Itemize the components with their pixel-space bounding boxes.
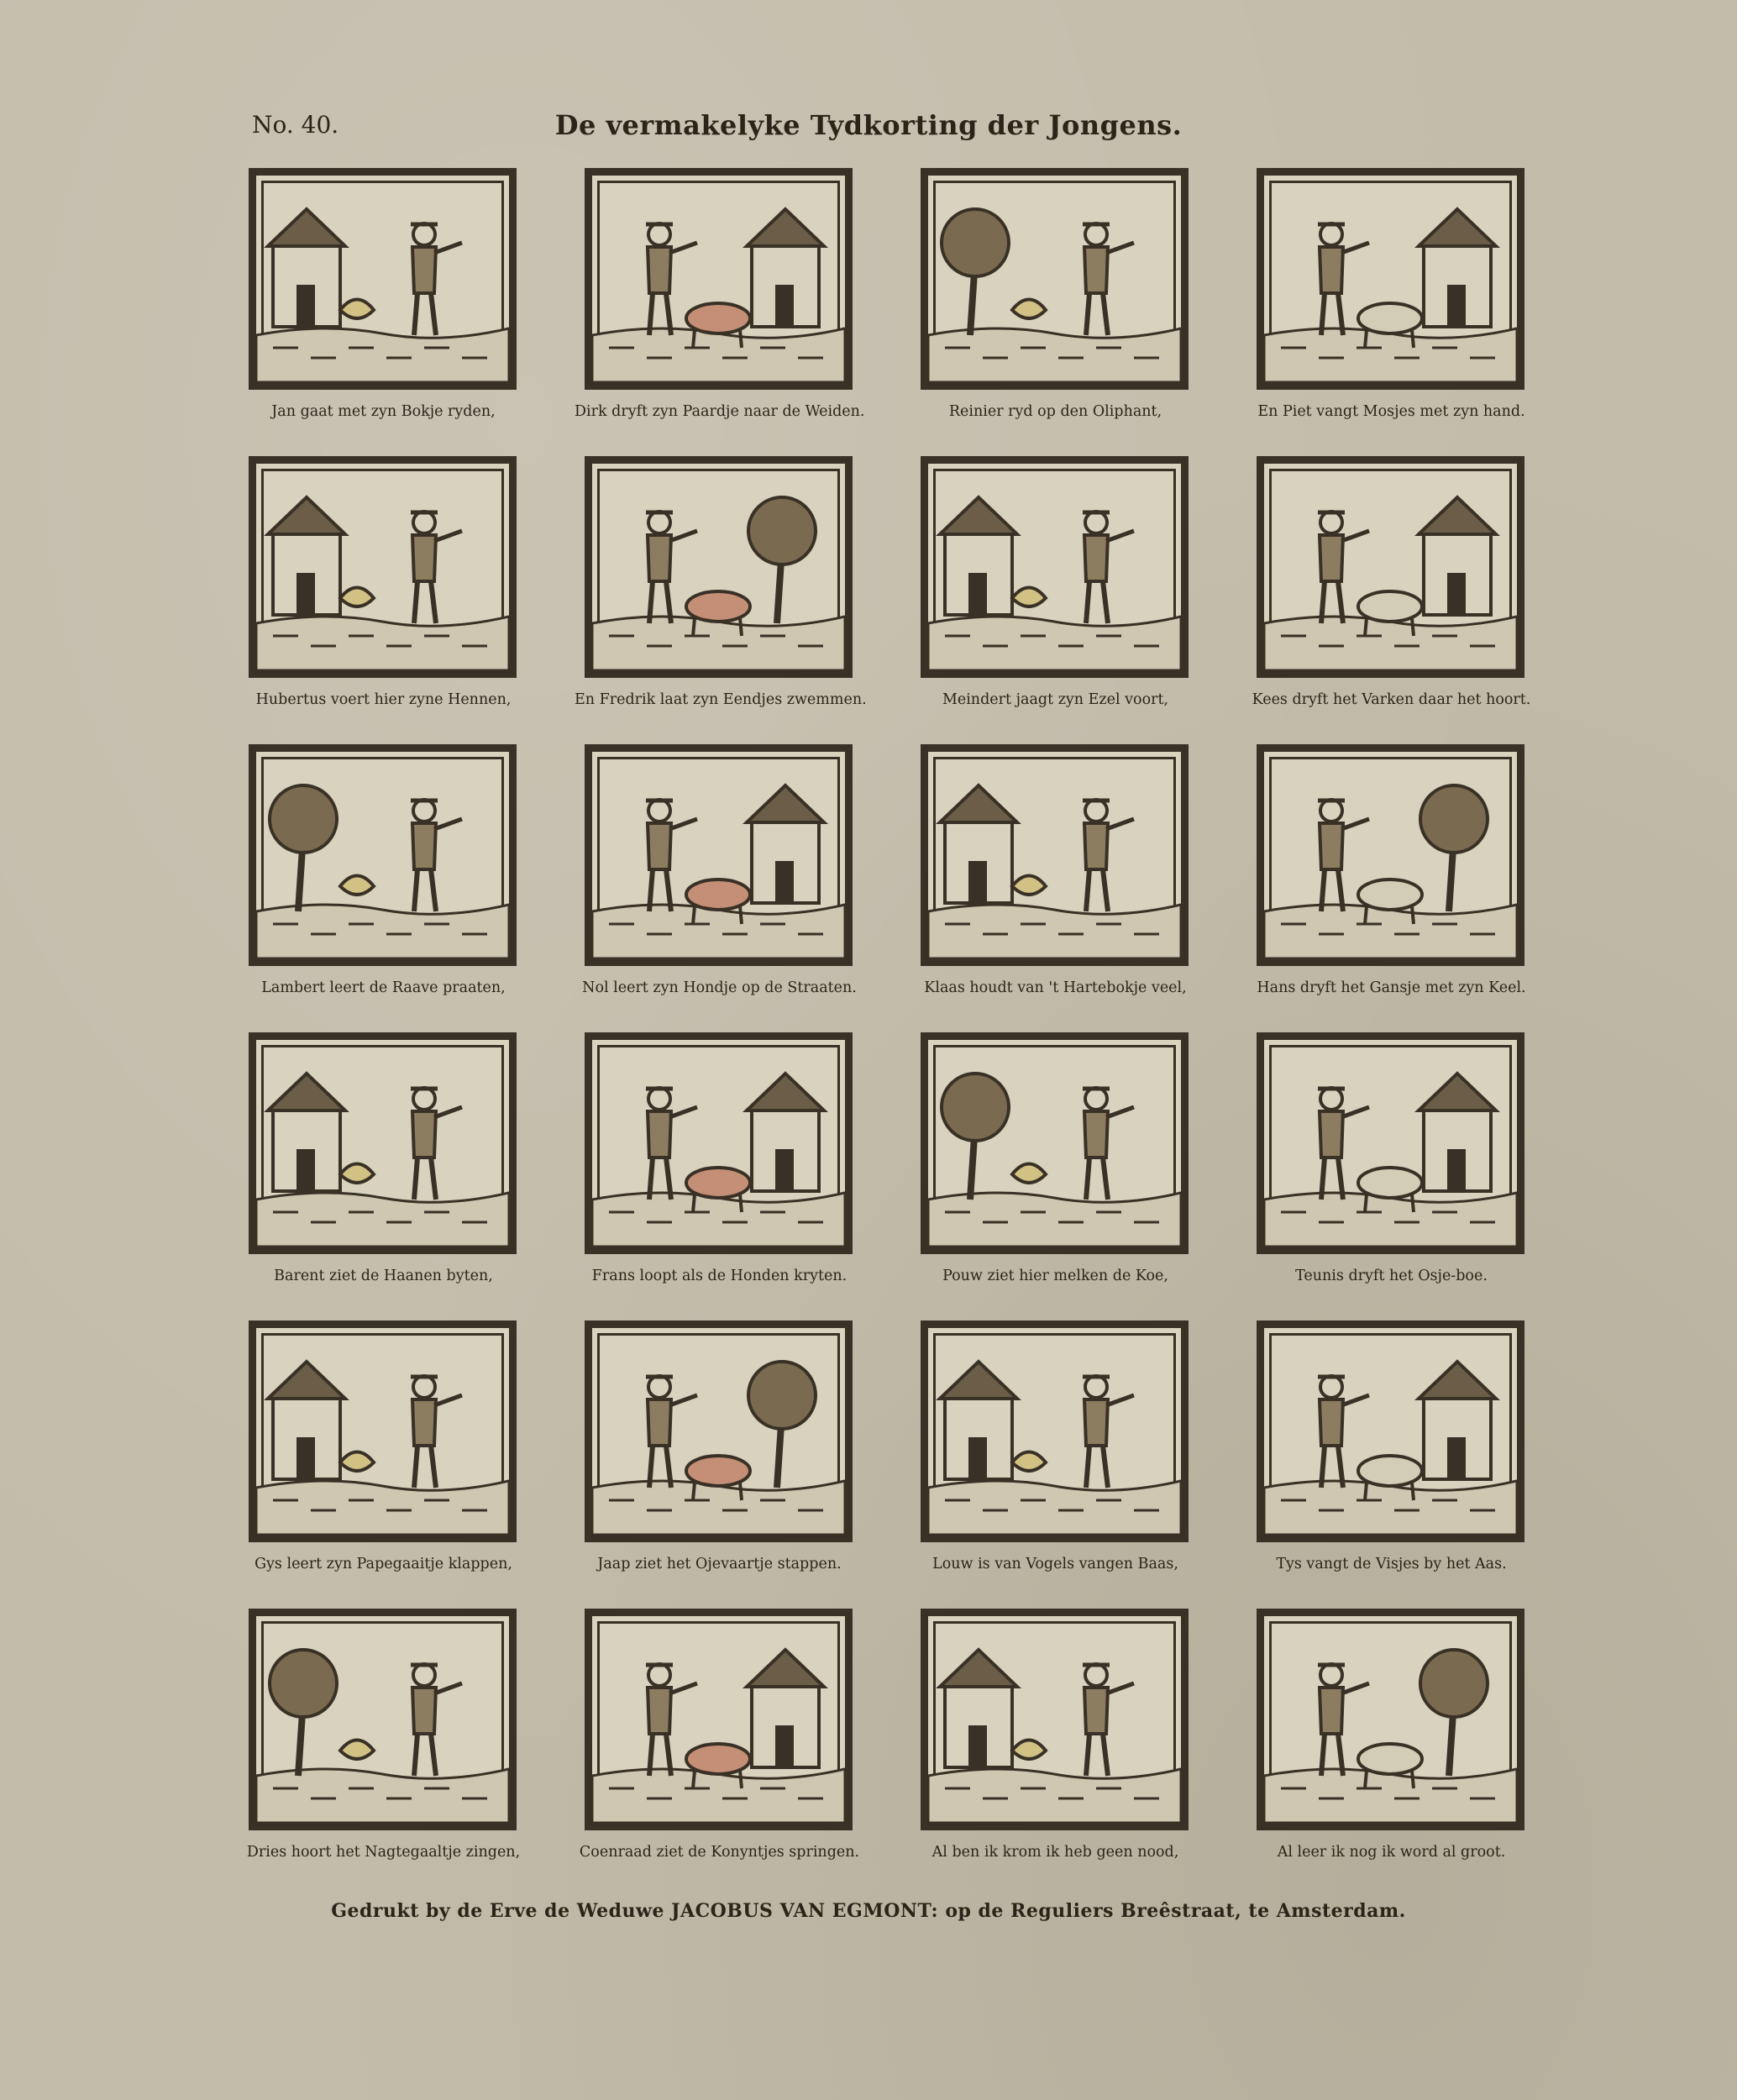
woodcut-panel bbox=[1246, 744, 1536, 1015]
woodcut-illustration bbox=[921, 1609, 1189, 1830]
woodcut-illustration bbox=[585, 168, 853, 390]
woodcut-caption: Lambert leert de Raave praaten, bbox=[261, 979, 506, 996]
woodcut-illustration bbox=[1257, 1320, 1524, 1542]
woodcut-caption: Al leer ik nog ik word al groot. bbox=[1277, 1844, 1506, 1861]
woodcut-illustration bbox=[585, 1320, 853, 1542]
woodcut-caption: Jan gaat met zyn Bokje ryden, bbox=[271, 403, 496, 420]
woodcut-illustration bbox=[1257, 456, 1524, 678]
woodcut-caption: Frans loopt als de Honden kryten. bbox=[591, 1268, 848, 1284]
sheet-number: No. 40. bbox=[252, 111, 339, 139]
woodcut-panel bbox=[239, 1320, 528, 1591]
woodcut-caption: Pouw ziet hier melken de Koe, bbox=[942, 1268, 1168, 1284]
woodcut-panel bbox=[1246, 168, 1536, 438]
woodcut-caption: Dirk dryft zyn Paardje naar de Weiden. bbox=[575, 403, 865, 420]
woodcut-illustration bbox=[1257, 1609, 1524, 1830]
woodcut-caption: Teunis dryft het Osje-boe. bbox=[1295, 1268, 1488, 1284]
woodcut-panel bbox=[239, 744, 528, 1015]
page-title: De vermakelyke Tydkorting der Jongens. bbox=[554, 109, 1183, 141]
woodcut-caption: Barent ziet de Haanen byten, bbox=[274, 1268, 493, 1284]
woodcut-panel bbox=[575, 1320, 864, 1591]
woodcut-illustration bbox=[921, 456, 1189, 678]
woodcut-panel bbox=[910, 1320, 1200, 1591]
woodcut-panel bbox=[575, 456, 867, 727]
woodcut-caption: Louw is van Vogels vangen Baas, bbox=[932, 1556, 1178, 1572]
woodcut-caption: Klaas houdt van 't Hartebokje veel, bbox=[924, 979, 1187, 996]
printer-imprint: Gedrukt by de Erve de Weduwe JACOBUS VAN EGMONT: op de Reguliers Breêstraat, te Amsterdam. bbox=[331, 1900, 1406, 1922]
woodcut-illustration bbox=[585, 1032, 853, 1254]
woodcut-panel bbox=[910, 456, 1200, 727]
woodcut-panel bbox=[239, 1032, 528, 1303]
woodcut-panel bbox=[239, 1609, 528, 1879]
woodcut-panel bbox=[910, 168, 1200, 438]
woodcut-panel bbox=[910, 744, 1200, 1015]
woodcut-illustration bbox=[585, 456, 853, 678]
woodcut-illustration bbox=[921, 744, 1189, 966]
woodcut-illustration bbox=[1257, 744, 1524, 966]
woodcut-caption: Hubertus voert hier zyne Hennen, bbox=[255, 691, 512, 708]
woodcut-caption: Tys vangt de Visjes by het Aas. bbox=[1276, 1556, 1507, 1572]
woodcut-illustration bbox=[585, 744, 853, 966]
woodcut-illustration bbox=[1257, 168, 1524, 390]
woodcut-caption: Jaap ziet het Ojevaartje stappen. bbox=[597, 1556, 842, 1572]
woodcut-caption: Meindert jaagt zyn Ezel voort, bbox=[942, 691, 1169, 708]
woodcut-illustration bbox=[921, 1320, 1189, 1542]
woodcut-panel bbox=[910, 1609, 1200, 1879]
woodcut-caption: En Fredrik laat zyn Eendjes zwemmen. bbox=[575, 691, 867, 708]
woodcut-illustration bbox=[249, 1320, 517, 1542]
woodcut-caption: Dries hoort het Nagtegaaltje zingen, bbox=[246, 1844, 521, 1861]
woodcut-caption: En Piet vangt Mosjes met zyn hand. bbox=[1257, 403, 1525, 420]
woodcut-caption: Kees dryft het Varken daar het hoort. bbox=[1252, 691, 1531, 708]
woodcut-panel bbox=[239, 168, 528, 438]
woodcut-panel bbox=[239, 456, 528, 727]
woodcut-panel bbox=[575, 744, 864, 1015]
woodcut-caption: Nol leert zyn Hondje op de Straaten. bbox=[582, 979, 857, 996]
woodcut-caption: Hans dryft het Gansje met zyn Keel. bbox=[1257, 979, 1526, 996]
woodcut-panel bbox=[1246, 1609, 1536, 1879]
woodcut-illustration bbox=[249, 1032, 517, 1254]
woodcut-panel bbox=[575, 168, 864, 438]
woodcut-panel bbox=[1246, 1032, 1536, 1303]
woodcut-caption: Reinier ryd op den Oliphant, bbox=[948, 403, 1162, 420]
woodcut-illustration bbox=[585, 1609, 853, 1830]
woodcut-caption: Coenraad ziet de Konyntjes springen. bbox=[579, 1844, 860, 1861]
woodcut-illustration bbox=[921, 1032, 1189, 1254]
woodcut-illustration bbox=[1257, 1032, 1524, 1254]
woodcut-panel bbox=[1246, 1320, 1536, 1591]
woodcut-caption: Al ben ik krom ik heb geen nood, bbox=[931, 1844, 1179, 1861]
woodcut-caption: Gys leert zyn Papegaaitje klappen, bbox=[255, 1556, 512, 1572]
woodcut-illustration bbox=[249, 168, 517, 390]
woodcut-illustration bbox=[249, 744, 517, 966]
woodcut-panel bbox=[575, 1032, 864, 1303]
woodcut-illustration bbox=[249, 456, 517, 678]
woodcut-panel bbox=[1246, 456, 1536, 727]
woodcut-panel bbox=[575, 1609, 864, 1879]
woodcut-illustration bbox=[249, 1609, 517, 1830]
woodcut-panel bbox=[910, 1032, 1200, 1303]
woodcut-illustration bbox=[921, 168, 1189, 390]
